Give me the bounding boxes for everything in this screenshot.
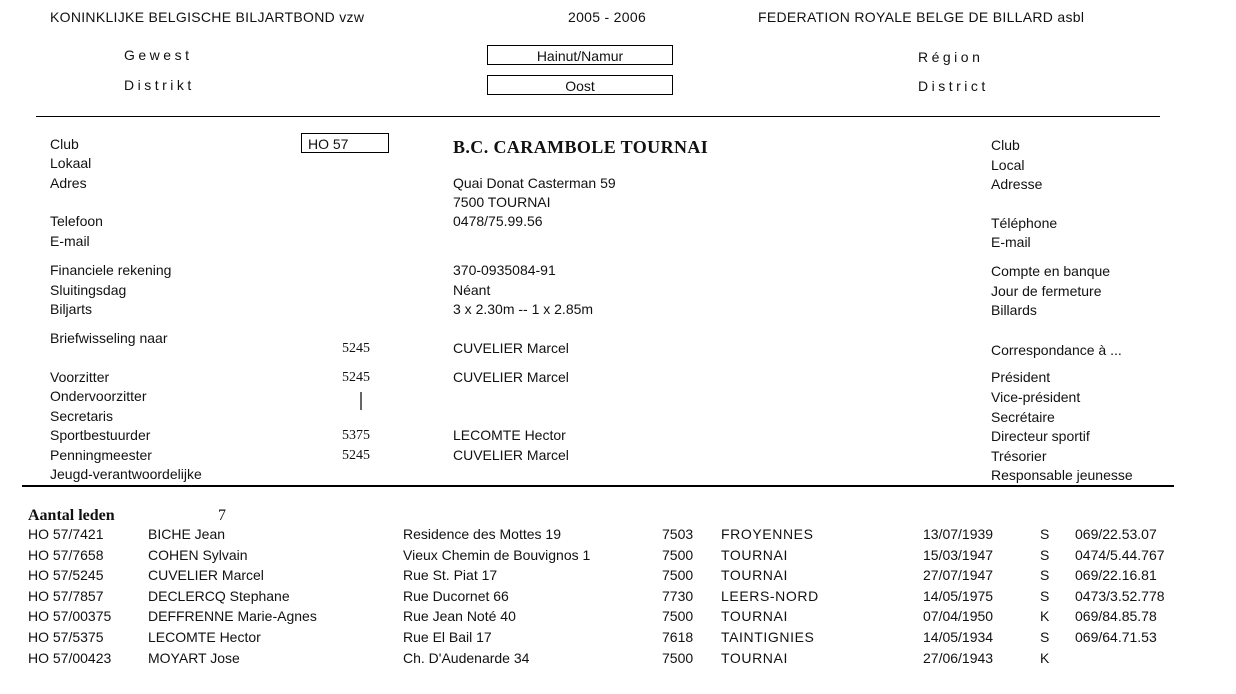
label-adres: Adres <box>50 175 87 191</box>
members-divider <box>22 485 1174 487</box>
table-row <box>0 608 1236 628</box>
label-briefwisseling: Briefwisseling naar <box>50 330 168 346</box>
district-label-fr: District <box>918 78 989 94</box>
label-financiele: Financiele rekening <box>50 262 172 278</box>
member-phone: 069/64.71.53 <box>1075 629 1157 645</box>
label-sportbestuurder: Sportbestuurder <box>50 427 151 443</box>
member-zip: 7500 <box>662 567 694 584</box>
member-category: S <box>1040 546 1050 563</box>
label-local: Local <box>991 157 1025 173</box>
table-row <box>0 629 1236 649</box>
briefwisseling-number: 5245 <box>342 341 370 356</box>
label-club-fr: Club <box>991 137 1020 153</box>
label-tresorier: Trésorier <box>991 448 1047 464</box>
label-directeur: Directeur sportif <box>991 428 1090 444</box>
member-name: LECOMTE Hector <box>148 629 261 645</box>
club-address-line1: Quai Donat Casterman 59 <box>453 175 616 191</box>
label-voorzitter: Voorzitter <box>50 369 110 385</box>
member-street: Residence des Mottes 19 <box>403 526 561 542</box>
club-code-box: HO 57 <box>301 133 389 153</box>
label-adresse: Adresse <box>991 176 1043 192</box>
label-lokaal: Lokaal <box>50 155 92 171</box>
member-city: LEERS-NORD <box>721 587 819 604</box>
label-penningmeester: Penningmeester <box>50 447 152 463</box>
club-billiards: 3 x 2.30m -- 1 x 2.85m <box>453 301 594 317</box>
member-category: S <box>1040 567 1050 584</box>
member-name: MOYART Jose <box>148 649 240 666</box>
sportbestuurder-name: LECOMTE Hector <box>453 427 566 443</box>
voorzitter-number: 5245 <box>342 370 370 385</box>
member-city: TOURNAI <box>721 546 788 563</box>
label-ondervoorzitter: Ondervoorzitter <box>50 388 147 404</box>
member-city: TAINTIGNIES <box>721 629 815 645</box>
label-billards: Billards <box>991 302 1037 318</box>
member-name: DECLERCQ Stephane <box>148 587 290 604</box>
member-dob: 07/04/1950 <box>923 608 994 625</box>
member-name: CUVELIER Marcel <box>148 567 264 584</box>
top-divider <box>36 116 1160 117</box>
label-jeugd: Jeugd-verantwoordelijke <box>50 466 202 482</box>
label-biljarts: Biljarts <box>50 301 93 317</box>
member-dob: 27/07/1947 <box>923 567 994 584</box>
sportbestuurder-number: 5375 <box>342 428 370 443</box>
member-street: Vieux Chemin de Bouvignos 1 <box>403 546 591 563</box>
label-jour: Jour de fermeture <box>991 283 1102 299</box>
member-phone: 069/22.16.81 <box>1075 567 1157 584</box>
club-closing-day: Néant <box>453 282 491 298</box>
member-id: HO 57/7658 <box>28 546 104 563</box>
member-category: S <box>1040 526 1050 542</box>
label-secretaris: Secretaris <box>50 408 114 424</box>
member-phone: 0473/3.52.778 <box>1075 587 1165 604</box>
member-category: S <box>1040 587 1050 604</box>
member-id: HO 57/00375 <box>28 608 112 625</box>
member-id: HO 57/5375 <box>28 629 104 645</box>
label-sluitingsdag: Sluitingsdag <box>50 282 127 298</box>
member-city: TOURNAI <box>721 649 788 666</box>
member-name: DEFFRENNE Marie-Agnes <box>148 608 317 625</box>
label-email-fr: E-mail <box>991 234 1031 250</box>
region-label-fr: Région <box>918 49 984 65</box>
gewest-label: Gewest <box>124 47 193 63</box>
table-row <box>0 650 1236 670</box>
member-id: HO 57/7421 <box>28 526 104 542</box>
member-city: TOURNAI <box>721 567 788 584</box>
member-street: Ch. D'Audenarde 34 <box>403 649 530 666</box>
member-phone: 069/84.85.78 <box>1075 608 1157 625</box>
label-compte: Compte en banque <box>991 263 1111 279</box>
member-zip: 7500 <box>662 546 694 563</box>
table-row <box>0 588 1236 608</box>
member-dob: 14/05/1934 <box>923 629 994 645</box>
voorzitter-name: CUVELIER Marcel <box>453 369 569 385</box>
federation-name-fr: FEDERATION ROYALE BELGE DE BILLARD asbl <box>758 9 1085 25</box>
penningmeester-number: 5245 <box>342 448 370 463</box>
gewest-value-box: Hainut/Namur <box>487 45 673 65</box>
penningmeester-name: CUVELIER Marcel <box>453 447 569 463</box>
member-street: Rue El Bail 17 <box>403 629 492 645</box>
member-phone: 0474/5.44.767 <box>1075 546 1165 563</box>
label-telefoon: Telefoon <box>50 213 103 229</box>
pen-mark <box>360 392 362 410</box>
table-row <box>0 567 1236 587</box>
member-zip: 7503 <box>662 526 694 542</box>
members-count: 7 <box>218 507 226 524</box>
club-address-line2: 7500 TOURNAI <box>453 194 551 210</box>
member-dob: 27/06/1943 <box>923 649 994 666</box>
season-label: 2005 - 2006 <box>568 9 647 25</box>
member-category: S <box>1040 629 1050 645</box>
member-id: HO 57/00423 <box>28 649 112 666</box>
label-secretaire: Secrétaire <box>991 409 1055 425</box>
distrikt-label: Distrikt <box>124 77 195 93</box>
member-street: Rue St. Piat 17 <box>403 567 498 584</box>
member-phone: 069/22.53.07 <box>1075 526 1157 542</box>
member-name: COHEN Sylvain <box>148 546 248 563</box>
distrikt-value-box: Oost <box>487 75 673 95</box>
label-vice: Vice-président <box>991 389 1081 405</box>
members-label: Aantal leden <box>28 507 115 524</box>
member-city: FROYENNES <box>721 526 814 542</box>
club-name: B.C. CARAMBOLE TOURNAI <box>453 137 709 157</box>
member-zip: 7500 <box>662 649 694 666</box>
label-president: Président <box>991 369 1051 385</box>
label-email-nl: E-mail <box>50 233 90 249</box>
member-id: HO 57/7857 <box>28 587 104 604</box>
table-row <box>0 526 1236 546</box>
member-zip: 7500 <box>662 608 694 625</box>
label-telephone: Téléphone <box>991 215 1058 231</box>
label-correspondance: Correspondance à ... <box>991 342 1122 358</box>
member-category: K <box>1040 649 1050 666</box>
member-category: K <box>1040 608 1050 625</box>
table-row <box>0 547 1236 567</box>
member-name: BICHE Jean <box>148 526 226 542</box>
club-phone: 0478/75.99.56 <box>453 213 543 229</box>
member-zip: 7618 <box>662 629 694 645</box>
member-street: Rue Ducornet 66 <box>403 587 509 604</box>
federation-name-nl: KONINKLIJKE BELGISCHE BILJARTBOND vzw <box>50 9 365 25</box>
member-dob: 14/05/1975 <box>923 587 994 604</box>
member-id: HO 57/5245 <box>28 567 104 584</box>
club-bank: 370-0935084-91 <box>453 262 556 278</box>
briefwisseling-name: CUVELIER Marcel <box>453 340 569 356</box>
member-street: Rue Jean Noté 40 <box>403 608 516 625</box>
label-jeunesse: Responsable jeunesse <box>991 467 1133 483</box>
member-dob: 13/07/1939 <box>923 526 994 542</box>
member-zip: 7730 <box>662 587 694 604</box>
member-dob: 15/03/1947 <box>923 546 994 563</box>
member-city: TOURNAI <box>721 608 788 625</box>
label-club-nl: Club <box>50 136 79 152</box>
